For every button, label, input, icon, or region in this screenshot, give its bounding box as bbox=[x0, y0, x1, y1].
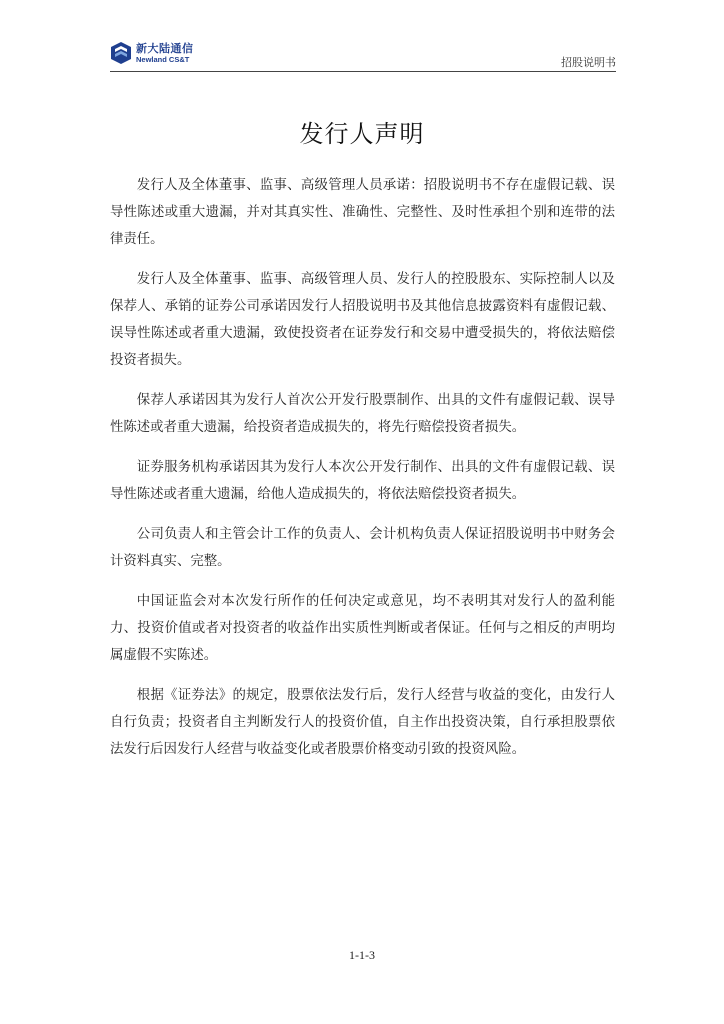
paragraph-6: 中国证监会对本次发行所作的任何决定或意见，均不表明其对发行人的盈利能力、投资价值或者对投资者的收益作出实质性判断或者保证。任何与之相反的声明均属虚假不实陈述。 bbox=[110, 594, 615, 663]
paragraph-2: 发行人及全体董事、监事、高级管理人员、发行人的控股股东、实际控制人以及保荐人、承销的证券公司承诺因发行人招股说明书及其他信息披露资料有虚假记载、误导性陈述或者重大遗漏，致使投资者在证券发行和交易中遭受损失的，将依法赔偿投资者损失。 bbox=[110, 272, 615, 368]
logo-english-name: Newland CS&T bbox=[136, 54, 190, 64]
page-title: 发行人声明 bbox=[299, 120, 425, 148]
paragraph-3: 保荐人承诺因其为发行人首次公开发行股票制作、出具的文件有虚假记载、误导性陈述或者重大遗漏，给投资者造成损失的，将先行赔偿投资者损失。 bbox=[110, 393, 615, 435]
paragraph-7: 根据《证券法》的规定，股票依法发行后，发行人经营与收益的变化，由发行人自行负责；投资者自主判断发行人的投资价值，自主作出投资决策，自行承担股票依法发行后因发行人经营与收益变化或者股票价格变动引致的投资风险。 bbox=[110, 688, 615, 757]
logo-chinese-name: 新大陆通信 bbox=[136, 41, 194, 55]
page-header bbox=[110, 38, 616, 72]
company-logo bbox=[110, 40, 194, 66]
paragraph-4: 证券服务机构承诺因其为发行人本次公开发行制作、出具的文件有虚假记载、误导性陈述或者重大遗漏，给他人造成损失的，将依法赔偿投资者损失。 bbox=[110, 460, 615, 502]
header-divider bbox=[110, 71, 616, 72]
paragraph-1: 发行人及全体董事、监事、高级管理人员承诺：招股说明书不存在虚假记载、误导性陈述或重大遗漏，并对其真实性、准确性、完整性、及时性承担个别和连带的法律责任。 bbox=[110, 178, 615, 247]
newland-logo-icon bbox=[110, 41, 132, 65]
document-type-label: 招股说明书 bbox=[561, 56, 616, 69]
page-number: 1-1-3 bbox=[349, 948, 375, 962]
statement-body bbox=[110, 172, 615, 776]
paragraph-5: 公司负责人和主管会计工作的负责人、会计机构负责人保证招股说明书中财务会计资料真实、完整。 bbox=[110, 527, 615, 569]
